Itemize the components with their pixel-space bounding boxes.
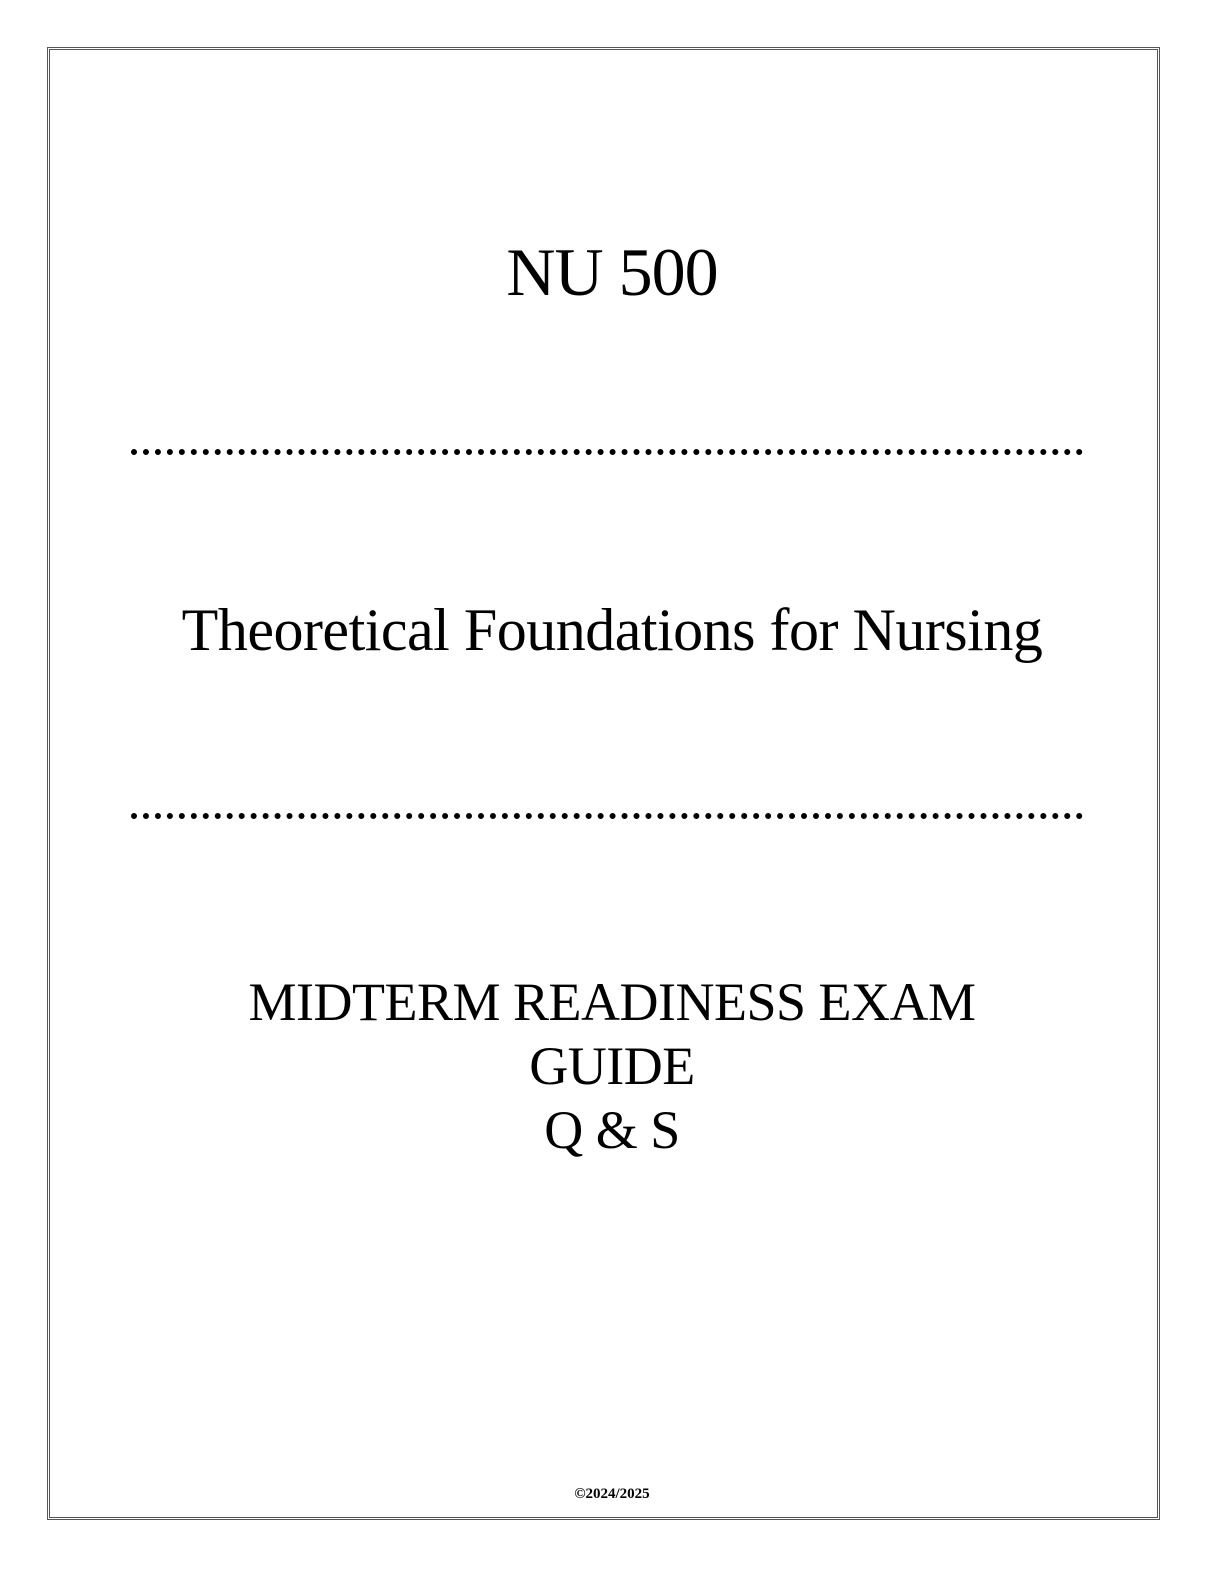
course-code: NU 500 xyxy=(506,234,718,310)
copyright-notice: ©2024/2025 xyxy=(574,1486,650,1502)
guide-title-line-2: GUIDE xyxy=(529,1036,695,1096)
dotted-divider-bottom xyxy=(131,813,1083,819)
guide-title-line-3: Q & S xyxy=(544,1100,680,1160)
course-title: Theoretical Foundations for Nursing xyxy=(181,597,1043,663)
guide-title-line-1: MIDTERM READINESS EXAM xyxy=(248,972,976,1032)
guide-title-block xyxy=(0,970,1224,1162)
dotted-divider-top xyxy=(131,449,1083,455)
